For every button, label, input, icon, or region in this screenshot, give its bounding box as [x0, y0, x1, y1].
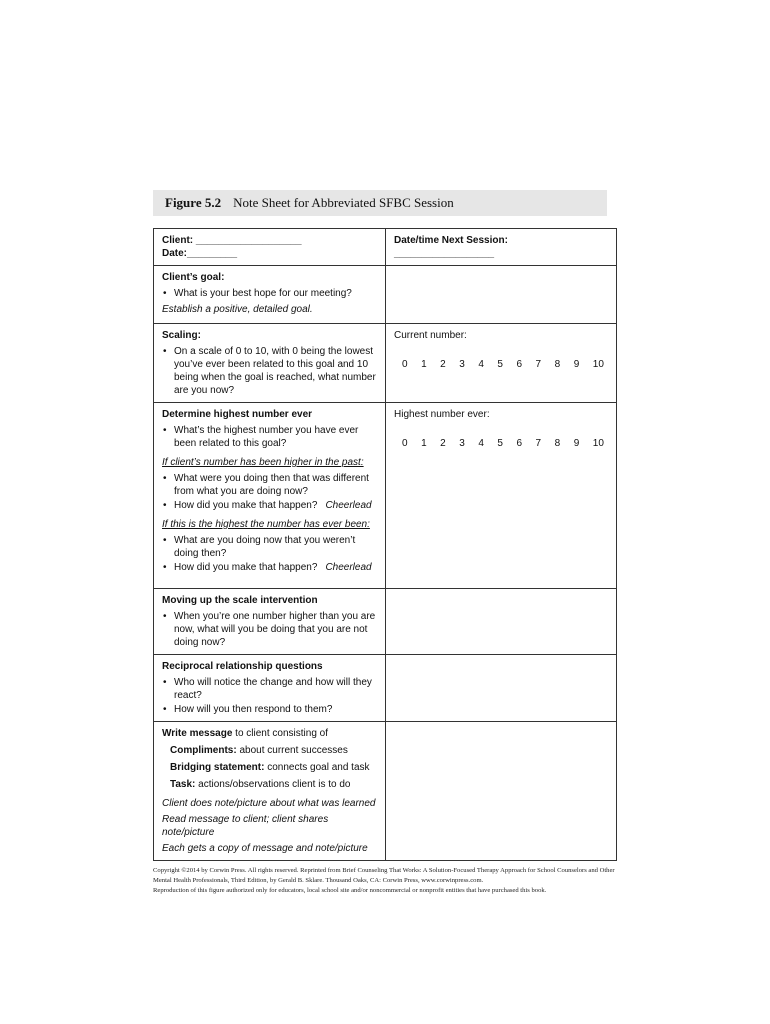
higher-past-bullet: • How did you make that happen? Cheerlead [162, 499, 377, 512]
moving-up-heading: Moving up the scale intervention [162, 595, 318, 606]
higher-past-bullet: • What were you doing then that was different from what you are doing now? [162, 472, 377, 498]
scale-value[interactable]: 8 [554, 438, 561, 449]
scaling-heading: Scaling: [162, 330, 201, 341]
highest-number-label: Highest number ever: [394, 409, 490, 420]
scale-value[interactable]: 7 [535, 359, 542, 370]
message-heading: Write message to client consisting of [162, 728, 329, 739]
scale-value[interactable]: 9 [573, 438, 580, 449]
scaling-cell [154, 324, 386, 403]
highest-number-cell [386, 403, 617, 589]
reciprocal-bullets [162, 676, 377, 716]
scale-value[interactable]: 3 [459, 359, 465, 370]
reciprocal-cell [154, 655, 386, 722]
higher-past-bullets [162, 472, 377, 512]
scale-value[interactable]: 5 [497, 359, 503, 370]
goal-bullets [162, 287, 377, 300]
highest-cell [154, 403, 386, 589]
current-number-cell [386, 324, 617, 403]
current-number-scale [394, 358, 608, 371]
scale-value[interactable]: 4 [478, 438, 484, 449]
message-row [154, 722, 617, 861]
scale-value[interactable]: 5 [497, 438, 503, 449]
scale-value[interactable]: 10 [592, 359, 604, 370]
scale-value[interactable]: 10 [592, 438, 604, 449]
scale-value[interactable]: 2 [440, 359, 446, 370]
reciprocal-notes-cell[interactable] [386, 655, 617, 722]
cheerlead-note: Cheerlead [325, 562, 372, 573]
moving-up-bullets [162, 610, 377, 649]
message-cell [154, 722, 386, 861]
task-line: Task: actions/observations client is to do [170, 779, 351, 790]
highest-now-heading: If this is the highest the number has ever been: [162, 519, 370, 530]
scale-value[interactable]: 6 [516, 438, 523, 449]
scale-value[interactable]: 8 [554, 359, 561, 370]
scaling-bullet: • On a scale of 0 to 10, with 0 being the lowest you’ve ever been related to this goal and 10 being when the goal is reached, what number are you now? [162, 345, 377, 397]
highest-now-bullet: • How did you make that happen? Cheerlead [162, 561, 377, 574]
cheerlead-note: Cheerlead [325, 500, 372, 511]
copyright-line-2: Reproduction of this figure authorized only for educators, local school site and/or noncommercial or nonprofit entities that have purchased this book. [153, 887, 547, 894]
scale-value[interactable]: 2 [440, 438, 446, 449]
scaling-bullets [162, 345, 377, 397]
scale-value[interactable]: 6 [516, 359, 523, 370]
next-session-cell[interactable] [386, 229, 617, 266]
scaling-row [154, 324, 617, 403]
highest-number-scale [394, 437, 608, 450]
copyright-line-1: Copyright ©2014 by Corwin Press. All rights reserved. Reprinted from Brief Counseling That Works: A Solution-Focused Therapy Approach for School Counselors and Other Mental Health Professionals, Third Edition, by Gerald B. Sklare. Thousand Oaks, CA: Corwin Press, www.corwinpress.com. [153, 867, 615, 884]
scale-value[interactable]: 0 [402, 438, 408, 449]
scale-value[interactable]: 0 [402, 359, 408, 370]
compliments-line: Compliments: about current successes [170, 745, 348, 756]
figure-number: Figure 5.2 [165, 195, 222, 210]
goal-heading: Client’s goal: [162, 272, 225, 283]
bridging-line: Bridging statement: connects goal and task [170, 762, 370, 773]
higher-past-heading: If client’s number has been higher in the past: [162, 457, 364, 468]
figure-caption [153, 190, 607, 216]
message-line-1: Client does note/picture about what was learned [162, 798, 376, 809]
figure-title: Note Sheet for Abbreviated SFBC Session [233, 195, 454, 210]
client-date-cell[interactable] [154, 229, 386, 266]
goal-bullet: • What is your best hope for our meeting? [162, 287, 377, 300]
message-notes-cell[interactable] [386, 722, 617, 861]
highest-bullet: • What’s the highest number you have ever been related to this goal? [162, 424, 377, 450]
moving-up-cell [154, 589, 386, 655]
reciprocal-row [154, 655, 617, 722]
highest-now-bullets [162, 534, 377, 574]
scale-value[interactable]: 4 [478, 359, 484, 370]
reciprocal-bullet: • Who will notice the change and how will they react? [162, 676, 377, 702]
moving-up-notes-cell[interactable] [386, 589, 617, 655]
copyright-notice [153, 866, 618, 896]
header-row [154, 229, 617, 266]
reciprocal-bullet: • How will you then respond to them? [162, 703, 377, 716]
scale-value[interactable]: 7 [535, 438, 542, 449]
message-line-3: Each gets a copy of message and note/picture [162, 843, 368, 854]
goal-row [154, 266, 617, 324]
next-session-label: Date/time Next Session: __________________ [394, 235, 508, 259]
current-number-label: Current number: [394, 330, 467, 341]
goal-note: Establish a positive, detailed goal. [162, 304, 313, 315]
client-date-label: Client: ___________________ Date:_________ [162, 235, 302, 259]
scale-value[interactable]: 9 [573, 359, 580, 370]
goal-cell [154, 266, 386, 324]
message-line-2: Read message to client; client shares note/picture [162, 814, 329, 838]
moving-up-row [154, 589, 617, 655]
scale-value[interactable]: 1 [421, 438, 427, 449]
reciprocal-heading: Reciprocal relationship questions [162, 661, 323, 672]
highest-bullets [162, 424, 377, 450]
highest-row [154, 403, 617, 589]
goal-notes-cell[interactable] [386, 266, 617, 324]
note-sheet-table [153, 228, 617, 861]
scale-value[interactable]: 3 [459, 438, 465, 449]
scale-value[interactable]: 1 [421, 359, 427, 370]
moving-up-bullet: • When you’re one number higher than you are now, what will you be doing that you are not doing now? [162, 610, 377, 649]
highest-heading: Determine highest number ever [162, 409, 313, 420]
highest-now-bullet: • What are you doing now that you weren’t doing then? [162, 534, 377, 560]
